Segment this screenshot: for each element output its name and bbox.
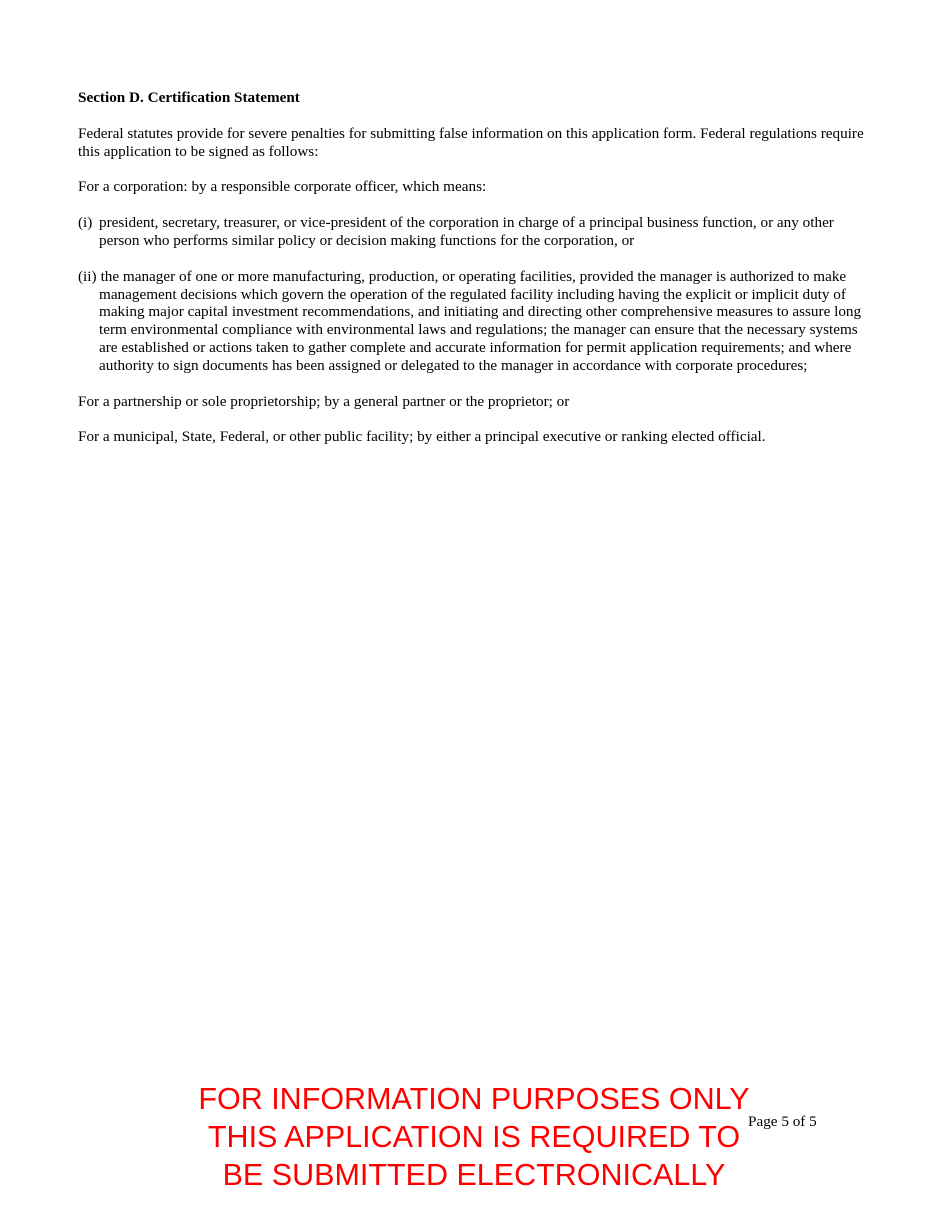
notice-line: BE SUBMITTED ELECTRONICALLY	[222, 1158, 726, 1192]
municipal-paragraph: For a municipal, State, Federal, or other public facility; by either a principal executive or ranking elected official.	[78, 428, 766, 446]
list-marker: (i)	[78, 214, 93, 232]
partnership-paragraph: For a partnership or sole proprietorship; by a general partner or the proprietor; or	[78, 392, 570, 410]
list-item	[78, 214, 868, 250]
notice-line: THIS APPLICATION IS REQUIRED TO	[207, 1120, 741, 1154]
page-number: Page 5 of 5	[748, 1113, 817, 1130]
list-marker: (ii)	[78, 267, 97, 285]
notice-line: FOR INFORMATION PURPOSES ONLY	[198, 1082, 750, 1116]
list-item-text: president, secretary, treasurer, or vice-president of the corporation in charge of a principal business function, or any other person who performs similar policy or decision making functions for the corporation, or	[99, 214, 834, 249]
list-item	[78, 268, 868, 375]
list-item-text: the manager of one or more manufacturing, production, or operating facilities, provided the manager is authorized to make management decisions which govern the operation of the regulated facility including having the explicit or implicit duty of making major capital investment recommendations, and initiating and directing other comprehensive measures to assure long term environmental compliance with environmental laws and regulations; the manager can ensure that the necessary systems are established or actions taken to gather complete and accurate information for permit application requirements; and where authority to sign documents has been assigned or delegated to the manager in accordance with corporate procedures;	[99, 267, 862, 374]
information-notice-stamp	[140, 1080, 808, 1194]
section-title: Section D. Certification Statement	[78, 89, 300, 106]
intro-paragraph: Federal statutes provide for severe penalties for submitting false information on this application form. Federal regulations require this application to be signed as follows:	[78, 124, 864, 160]
document-body	[78, 89, 868, 464]
corporation-paragraph: For a corporation: by a responsible corporate officer, which means:	[78, 178, 487, 196]
